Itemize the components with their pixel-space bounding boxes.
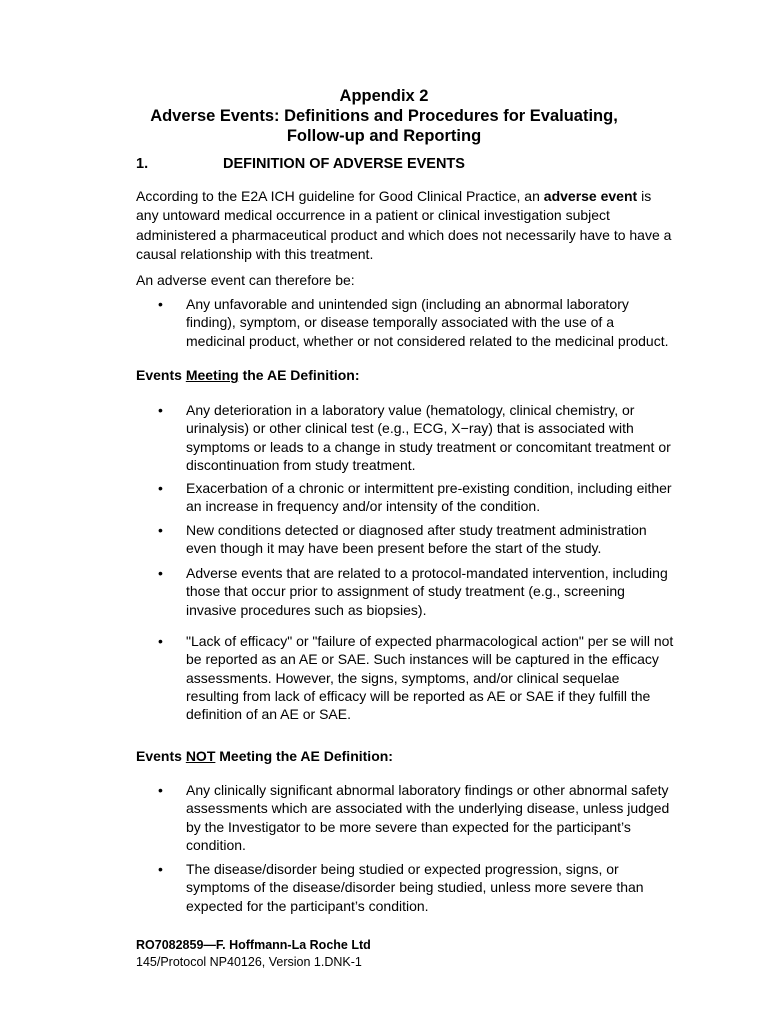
- list-item-text: Any deterioration in a laboratory value (hematology, clinical chemistry, or urinalysis) or other clinical test (e.g., ECG, X−ray) that is associated with symptoms or leads to a change in study treatment or concomitant treatment or discontinuation from study treatment.: [186, 402, 671, 473]
- section-number: 1.: [136, 156, 149, 172]
- not-meeting-suffix: Meeting the AE Definition:: [215, 748, 393, 764]
- bullet-icon: •: [158, 782, 163, 798]
- list-item: [136, 860, 676, 915]
- list-item: [136, 401, 676, 474]
- meeting-prefix: Events: [136, 367, 186, 383]
- intro-paragraph: [136, 187, 676, 264]
- not-meeting-subheading: [136, 747, 393, 765]
- meeting-list: [136, 401, 676, 474]
- list-item: [136, 521, 676, 558]
- not-meeting-prefix: Events: [136, 748, 186, 764]
- title-line-1: Appendix 2: [339, 87, 429, 105]
- list-item-text: Any clinically significant abnormal laboratory findings or other abnormal safety assessments which are associated with the underlying disease, unless judged by the Investigator to be more severe than expected for the participant’s condition.: [186, 782, 670, 853]
- section-heading: [136, 155, 465, 173]
- list-item-text: New conditions detected or diagnosed after study treatment administration even though it may have been present before the start of the study.: [186, 522, 647, 557]
- list-item: [136, 781, 676, 854]
- list-item: [136, 632, 676, 723]
- can-be-paragraph: An adverse event can therefore be:: [136, 272, 355, 288]
- not-meeting-underlined: NOT: [185, 748, 216, 764]
- meeting-subheading: [136, 366, 360, 384]
- bullet-icon: •: [158, 402, 163, 418]
- bullet-icon: •: [158, 861, 163, 877]
- footer-protocol: 145/Protocol NP40126, Version 1.DNK-1: [136, 955, 362, 969]
- page-footer: [136, 937, 371, 971]
- bullet-icon: •: [158, 565, 163, 581]
- bullet-icon: •: [158, 522, 163, 538]
- can-be-list: [136, 295, 676, 350]
- meeting-list: [136, 479, 676, 516]
- title-line-3: Follow-up and Reporting: [286, 127, 482, 145]
- bullet-icon: •: [158, 296, 163, 312]
- intro-text-after: is any untoward medical occurrence in a patient or clinical investigation subject administered a pharmaceutical product and which does not necessarily have to have a causal relationship with this treatment.: [136, 188, 672, 262]
- meeting-list: [136, 564, 676, 619]
- list-item: [136, 564, 676, 619]
- list-item: [136, 295, 676, 350]
- section-title: DEFINITION OF ADVERSE EVENTS: [223, 156, 465, 172]
- page-title: [0, 86, 768, 146]
- list-item: [136, 479, 676, 516]
- list-item-text: Adverse events that are related to a protocol-mandated intervention, including those that occur prior to assignment of study treatment (e.g., screening invasive procedures such as biopsies).: [186, 565, 668, 618]
- meeting-list: [136, 632, 676, 723]
- list-item-text: Exacerbation of a chronic or intermittent pre-existing condition, including either an increase in frequency and/or intensity of the condition.: [186, 480, 672, 515]
- meeting-list: [136, 521, 676, 558]
- list-item-text: Any unfavorable and unintended sign (including an abnormal laboratory finding), symptom, or disease temporally associated with the use of a medicinal product, whether or not considered related to the medicinal product.: [186, 296, 669, 349]
- footer-company: RO7082859—F. Hoffmann-La Roche Ltd: [136, 938, 371, 952]
- meeting-suffix: the AE Definition:: [238, 367, 360, 383]
- not-meeting-list: [136, 860, 676, 915]
- title-line-2: Adverse Events: Definitions and Procedures for Evaluating,: [150, 107, 618, 125]
- list-item-text: "Lack of efficacy" or "failure of expected pharmacological action" per se will not be reported as an AE or SAE. Such instances will be captured in the efficacy assessments. However, the signs, symptoms, and/or clinical sequelae resulting from lack of efficacy will be reported as AE or SAE if they fulfill the definition of an AE or SAE.: [186, 633, 674, 723]
- bullet-icon: •: [158, 633, 163, 649]
- not-meeting-list: [136, 781, 676, 854]
- meeting-underlined: Meeting: [185, 367, 239, 383]
- bullet-icon: •: [158, 480, 163, 496]
- intro-bold-term: adverse event: [543, 188, 638, 204]
- intro-text-before: According to the E2A ICH guideline for Good Clinical Practice, an: [136, 188, 544, 204]
- list-item-text: The disease/disorder being studied or expected progression, signs, or symptoms of the disease/disorder being studied, unless more severe than expected for the participant’s condition.: [186, 861, 644, 914]
